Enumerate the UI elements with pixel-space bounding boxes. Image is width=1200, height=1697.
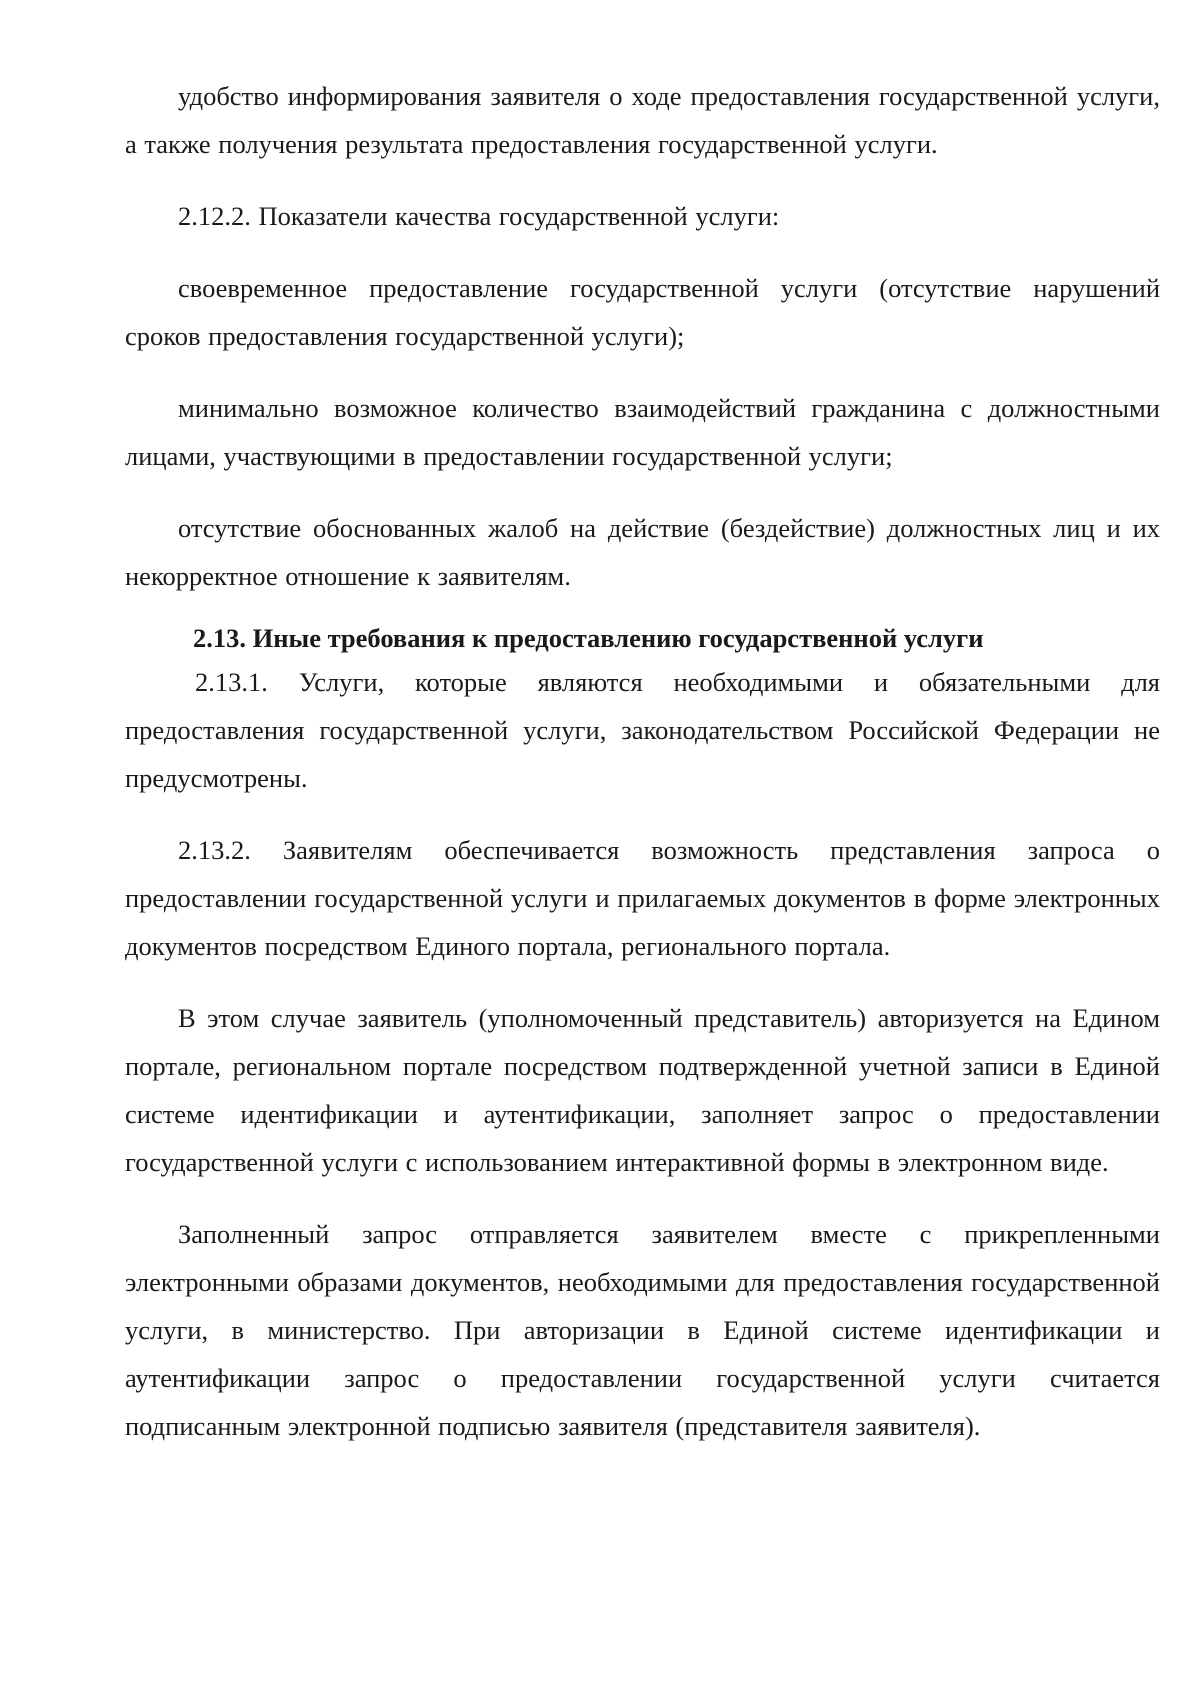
paragraph-no-complaints: отсутствие обоснованных жалоб на действие (бездействие) должностных лиц и их некорректное отношение к заявителям.	[125, 513, 1160, 591]
paragraph-quality-indicators: 2.12.2. Показатели качества государственной услуги:	[178, 201, 780, 231]
paragraph-timely-provision: своевременное предоставление государственной услуги (отсутствие нарушений сроков предоставления государственной услуги);	[125, 273, 1160, 351]
section-heading: 2.13. Иные требования к предоставлению государственной услуги	[193, 623, 984, 653]
paragraph-minimal-interactions: минимально возможное количество взаимодействий гражданина с должностными лицами, участвующими в предоставлении государственной услуги;	[125, 393, 1160, 471]
document-page	[125, 72, 1160, 1474]
paragraph-submitted-request: Заполненный запрос отправляется заявителем вместе с прикрепленными электронными образами документов, необходимыми для предоставления государственной услуги, в министерство. При авторизации в Единой системе идентификации и аутентификации запрос о предоставлении государственной услуги считается подписанным электронной подписью заявителя (представителя заявителя).	[125, 1219, 1160, 1441]
paragraph-authorization: В этом случае заявитель (уполномоченный представитель) авторизуется на Едином портале, региональном портале посредством подтвержденной учетной записи в Единой системе идентификации и аутентификации, заполняет запрос о предоставлении государственной услуги с использованием интерактивной формы в электронном виде.	[125, 1003, 1160, 1177]
paragraph-2-13-2: 2.13.2. Заявителям обеспечивается возможность представления запроса о предоставлении государственной услуги и прилагаемых документов в форме электронных документов посредством Единого портала, регионального портала.	[125, 835, 1160, 961]
paragraph-informing: удобство информирования заявителя о ходе предоставления государственной услуги, а также получения результата предоставления государственной услуги.	[125, 81, 1160, 159]
paragraph-2-13-1: 2.13.1. Услуги, которые являются необходимыми и обязательными для предоставления государственной услуги, законодательством Российской Федерации не предусмотрены.	[125, 667, 1160, 793]
